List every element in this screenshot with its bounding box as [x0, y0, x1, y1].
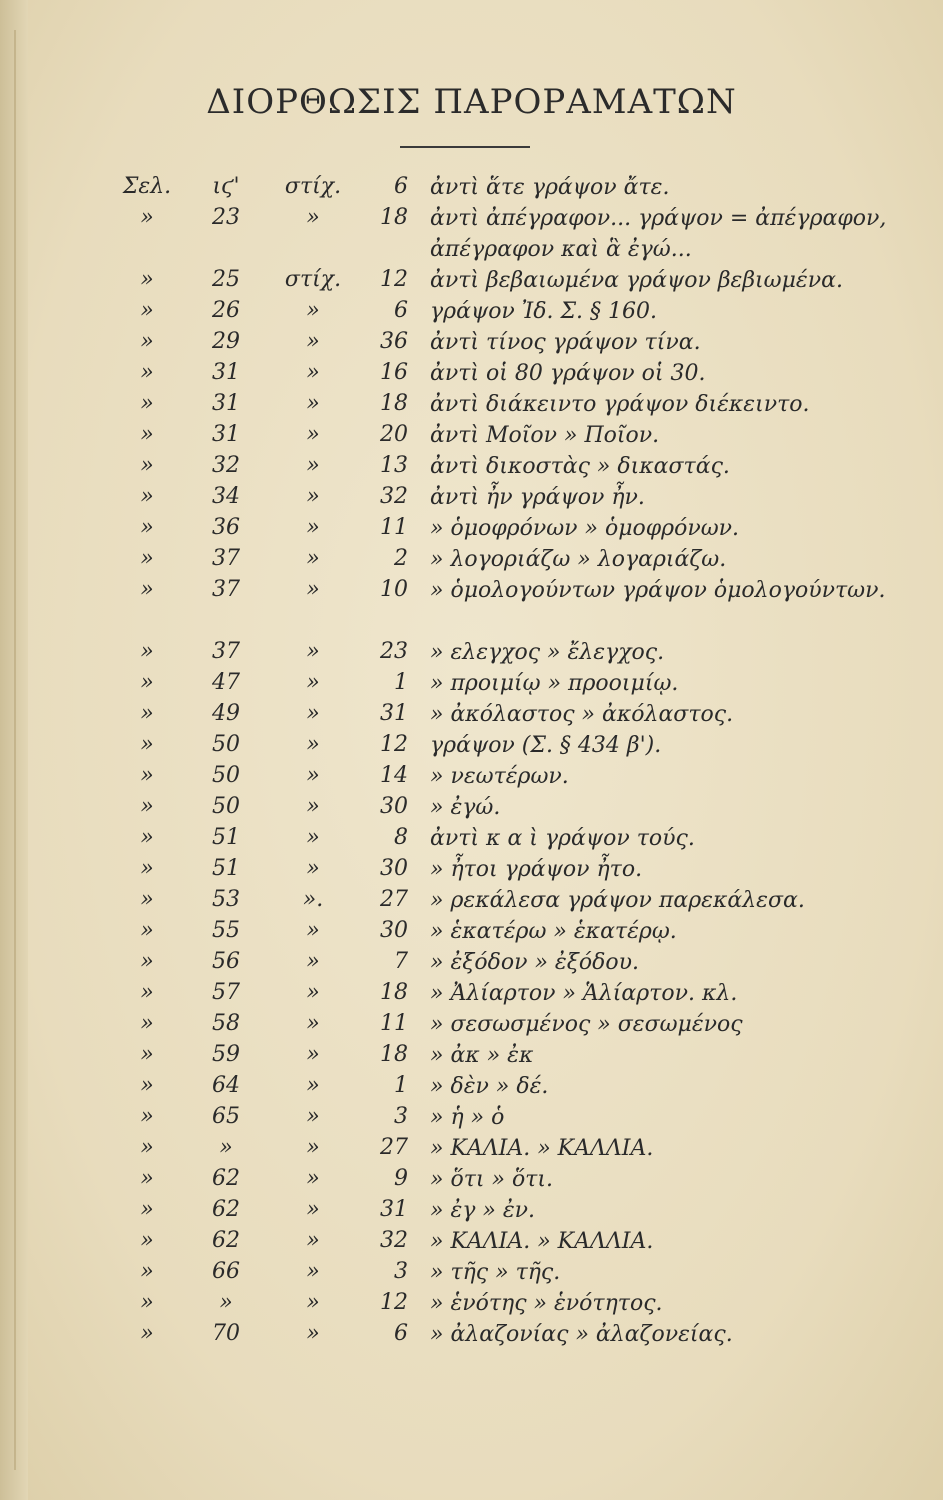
page-ref: » — [140, 639, 154, 664]
correction: » ἀκ » ἐκ — [430, 1043, 534, 1068]
errata-row — [0, 1222, 943, 1253]
line-number: 6 — [394, 174, 408, 199]
page-number: 66 — [212, 1259, 240, 1284]
line-number: 1 — [394, 1073, 408, 1098]
page-ref: » — [140, 1073, 154, 1098]
correction: » ἑνότης » ἑνότητος. — [430, 1291, 663, 1316]
errata-row — [0, 1098, 943, 1129]
line-number: 32 — [380, 484, 408, 509]
page-number: 37 — [212, 639, 240, 664]
line-ref: » — [306, 329, 320, 354]
page-number: 51 — [212, 856, 240, 881]
page-ref: » — [140, 1290, 154, 1315]
line-ref: » — [306, 1321, 320, 1346]
errata-row — [0, 726, 943, 757]
page-number: 56 — [212, 949, 240, 974]
line-ref: » — [306, 546, 320, 571]
line-number: 9 — [394, 1166, 408, 1191]
line-number: 11 — [380, 1011, 408, 1036]
correction: ἀντὶ βεβαιωμένα γράψον βεβιωμένα. — [430, 268, 843, 293]
page-number: 65 — [212, 1104, 240, 1129]
page-number: 23 — [212, 205, 240, 230]
page-ref: » — [140, 577, 154, 602]
line-ref: » — [306, 1290, 320, 1315]
correction: » Ἀλίαρτον » Ἁλίαρτον. κλ. — [430, 981, 738, 1006]
page-ref: » — [140, 1104, 154, 1129]
page-number: 49 — [212, 701, 240, 726]
line-number: 23 — [380, 639, 408, 664]
page-ref: » — [140, 732, 154, 757]
page-number: 50 — [212, 794, 240, 819]
page-ref: » — [140, 1321, 154, 1346]
line-number: 20 — [380, 422, 408, 447]
page-number: 62 — [212, 1228, 240, 1253]
correction: ἀντὶ τίνος γράψον τίνα. — [430, 330, 701, 355]
line-number: 3 — [394, 1104, 408, 1129]
line-ref: » — [306, 1259, 320, 1284]
errata-row — [0, 819, 943, 850]
errata-row — [0, 199, 943, 261]
correction: » ἐξόδον » ἐξόδου. — [430, 950, 639, 975]
line-ref: » — [306, 577, 320, 602]
line-number: 2 — [394, 546, 408, 571]
page-ref: » — [140, 329, 154, 354]
page-number: 31 — [212, 391, 240, 416]
line-ref: » — [306, 298, 320, 323]
line-number: 13 — [380, 453, 408, 478]
page-number: 31 — [212, 422, 240, 447]
page-ref: » — [140, 298, 154, 323]
line-ref: » — [306, 1135, 320, 1160]
line-number: 10 — [380, 577, 408, 602]
page-number: 37 — [212, 546, 240, 571]
errata-row — [0, 633, 943, 664]
errata-row — [0, 974, 943, 1005]
page-number: 47 — [212, 670, 240, 695]
line-number: 14 — [380, 763, 408, 788]
correction: » ελεγχος » ἔλεγχος. — [430, 640, 665, 665]
errata-row — [0, 416, 943, 447]
line-ref: » — [306, 1228, 320, 1253]
page-ref: » — [140, 1197, 154, 1222]
page-number: ιϛ' — [212, 174, 240, 199]
page-number: 34 — [212, 484, 240, 509]
correction: γράψον Ἰδ. Σ. § 160. — [430, 299, 658, 324]
correction: ἀντὶ ἀπέγραφον... γράψον = ἀπέγραφον, ἀπέγραφον καὶ ἃ ἐγώ... — [430, 206, 887, 262]
correction: » δὲν » δέ. — [430, 1074, 549, 1099]
line-number: 11 — [380, 515, 408, 540]
errata-row — [0, 1253, 943, 1284]
page-ref: » — [140, 856, 154, 881]
errata-row — [0, 540, 943, 571]
correction: » λογοριάζω » λογαριάζω. — [430, 547, 727, 572]
page-ref: » — [140, 205, 154, 230]
line-ref: » — [306, 980, 320, 1005]
line-number: 1 — [394, 670, 408, 695]
correction: ἀντὶ οἱ 80 γράψον οἱ 30. — [430, 361, 706, 386]
line-number: 16 — [380, 360, 408, 385]
page-number: 50 — [212, 763, 240, 788]
page-number: 57 — [212, 980, 240, 1005]
line-ref: » — [306, 360, 320, 385]
page-number: 50 — [212, 732, 240, 757]
line-number: 12 — [380, 1290, 408, 1315]
page-ref: » — [140, 360, 154, 385]
line-number: 30 — [380, 856, 408, 881]
line-ref: » — [306, 763, 320, 788]
errata-row — [0, 850, 943, 881]
errata-row — [0, 571, 943, 633]
page-ref: » — [140, 515, 154, 540]
page-ref: » — [140, 670, 154, 695]
errata-row — [0, 664, 943, 695]
line-number: 18 — [380, 980, 408, 1005]
page-ref: » — [140, 453, 154, 478]
page-number: 59 — [212, 1042, 240, 1067]
correction: » ἑκατέρω » ἑκατέρῳ. — [430, 919, 677, 944]
line-ref: » — [306, 732, 320, 757]
correction: » τῆς » τῆς. — [430, 1260, 561, 1285]
line-ref: » — [306, 825, 320, 850]
correction: » ΚΑΛΙΑ. » ΚΑΛΛΙΑ. — [430, 1136, 654, 1161]
correction: » ἦτοι γράψον ἦτο. — [430, 857, 643, 882]
line-number: 30 — [380, 918, 408, 943]
line-number: 31 — [380, 1197, 408, 1222]
page-number: 25 — [212, 267, 240, 292]
errata-row — [0, 385, 943, 416]
errata-row — [0, 1036, 943, 1067]
errata-row — [0, 757, 943, 788]
line-ref: » — [306, 1197, 320, 1222]
title-rule — [400, 146, 530, 148]
page-ref: » — [140, 825, 154, 850]
page-ref: Σελ. — [122, 174, 172, 199]
correction: ἀντὶ διάκειντο γράψον διέκειντο. — [430, 392, 810, 417]
page-ref: » — [140, 1011, 154, 1036]
errata-row — [0, 912, 943, 943]
errata-row — [0, 788, 943, 819]
page-ref: » — [140, 1259, 154, 1284]
correction: ἀντὶ ἦν γράψον ἦν. — [430, 485, 645, 510]
page-number: 70 — [212, 1321, 240, 1346]
line-ref: » — [306, 515, 320, 540]
line-number: 30 — [380, 794, 408, 819]
page-ref: » — [140, 918, 154, 943]
line-ref: » — [306, 639, 320, 664]
line-number: 18 — [380, 1042, 408, 1067]
errata-row — [0, 1191, 943, 1222]
errata-row — [0, 943, 943, 974]
line-number: 27 — [380, 887, 408, 912]
correction: ἀντὶ δικοστὰς » δικαστάς. — [430, 454, 730, 479]
page-ref: » — [140, 701, 154, 726]
line-number: 18 — [380, 391, 408, 416]
line-ref: » — [306, 391, 320, 416]
line-ref: » — [306, 1011, 320, 1036]
line-ref: » — [306, 918, 320, 943]
line-ref: » — [306, 422, 320, 447]
page-ref: » — [140, 949, 154, 974]
line-number: 3 — [394, 1259, 408, 1284]
correction: » ὁμολογούντων γράψον ὁμολογούντων. — [430, 578, 886, 603]
line-ref: » — [306, 1073, 320, 1098]
errata-row — [0, 354, 943, 385]
correction: ἀντὶ ἅτε γράψον ἄτε. — [430, 175, 670, 200]
page-ref: » — [140, 887, 154, 912]
correction: » ἐγώ. — [430, 795, 501, 820]
errata-row — [0, 478, 943, 509]
correction: » ἀλαζονίας » ἀλαζονείας. — [430, 1322, 733, 1347]
page-number: » — [219, 1290, 233, 1315]
errata-table — [0, 168, 943, 1346]
correction: » ΚΑΛΙΑ. » ΚΑΛΛΙΑ. — [430, 1229, 654, 1254]
line-number: 12 — [380, 732, 408, 757]
correction: » ὅτι » ὅτι. — [430, 1167, 553, 1192]
line-ref: » — [306, 794, 320, 819]
correction: » σεσωσμένος » σεσωμένος — [430, 1012, 743, 1037]
errata-row — [0, 1160, 943, 1191]
errata-row — [0, 1315, 943, 1346]
line-ref: στίχ. — [284, 174, 342, 199]
correction: » ἐγ » ἐν. — [430, 1198, 536, 1223]
line-number: 27 — [380, 1135, 408, 1160]
correction: » νεωτέρων. — [430, 764, 569, 789]
line-ref: » — [306, 670, 320, 695]
line-ref: » — [306, 1042, 320, 1067]
page-ref: » — [140, 484, 154, 509]
line-number: 32 — [380, 1228, 408, 1253]
errata-row — [0, 509, 943, 540]
line-ref: » — [306, 1104, 320, 1129]
page-ref: » — [140, 763, 154, 788]
page-number: 62 — [212, 1166, 240, 1191]
errata-row — [0, 447, 943, 478]
line-ref: » — [306, 856, 320, 881]
errata-row — [0, 1284, 943, 1315]
errata-row — [0, 292, 943, 323]
page-number: 58 — [212, 1011, 240, 1036]
errata-row — [0, 1005, 943, 1036]
page-ref: » — [140, 794, 154, 819]
page-ref: » — [140, 1166, 154, 1191]
line-number: 36 — [380, 329, 408, 354]
line-ref: στίχ. — [284, 267, 342, 292]
line-ref: » — [306, 205, 320, 230]
page-number: 26 — [212, 298, 240, 323]
page-number: » — [219, 1135, 233, 1160]
page-number: 29 — [212, 329, 240, 354]
correction: » ρεκάλεσα γράψον παρεκάλεσα. — [430, 888, 805, 913]
line-number: 31 — [380, 701, 408, 726]
correction: » ἀκόλαστος » ἀκόλαστος. — [430, 702, 734, 727]
line-number: 18 — [380, 205, 408, 230]
page-number: 62 — [212, 1197, 240, 1222]
correction: » ἡ » ὁ — [430, 1105, 505, 1130]
page-ref: » — [140, 980, 154, 1005]
line-ref: ». — [302, 887, 324, 912]
line-number: 8 — [394, 825, 408, 850]
page-number: 55 — [212, 918, 240, 943]
errata-row — [0, 323, 943, 354]
page-ref: » — [140, 546, 154, 571]
page-ref: » — [140, 1228, 154, 1253]
line-ref: » — [306, 484, 320, 509]
page-number: 53 — [212, 887, 240, 912]
errata-row — [0, 695, 943, 726]
correction: » προιμίῳ » προοιμίῳ. — [430, 671, 679, 696]
line-ref: » — [306, 701, 320, 726]
page-number: 31 — [212, 360, 240, 385]
line-number: 6 — [394, 1321, 408, 1346]
errata-row — [0, 261, 943, 292]
page-ref: » — [140, 391, 154, 416]
page-ref: » — [140, 1042, 154, 1067]
page-ref: » — [140, 422, 154, 447]
page-number: 32 — [212, 453, 240, 478]
line-ref: » — [306, 949, 320, 974]
line-number: 6 — [394, 298, 408, 323]
line-ref: » — [306, 453, 320, 478]
errata-row — [0, 1067, 943, 1098]
page-title: ΔΙΟΡΘΩΣΙΣ ΠΑΡΟΡΑΜΑΤΩΝ — [206, 82, 737, 122]
line-ref: » — [306, 1166, 320, 1191]
correction: ἀντὶ κ α ὶ γράψον τούς. — [430, 826, 695, 851]
page-ref: » — [140, 267, 154, 292]
errata-row — [0, 1129, 943, 1160]
errata-row — [0, 168, 943, 199]
page-number: 64 — [212, 1073, 240, 1098]
page-number: 36 — [212, 515, 240, 540]
page-number: 51 — [212, 825, 240, 850]
correction: γράψον (Σ. § 434 β'). — [430, 733, 662, 758]
page-ref: » — [140, 1135, 154, 1160]
errata-row — [0, 881, 943, 912]
correction: ἀντὶ Μοῖον » Ποῖον. — [430, 423, 660, 448]
page-number: 37 — [212, 577, 240, 602]
correction: » ὁμοφρόνων » ὁμοφρόνων. — [430, 516, 740, 541]
line-number: 7 — [394, 949, 408, 974]
line-number: 12 — [380, 267, 408, 292]
